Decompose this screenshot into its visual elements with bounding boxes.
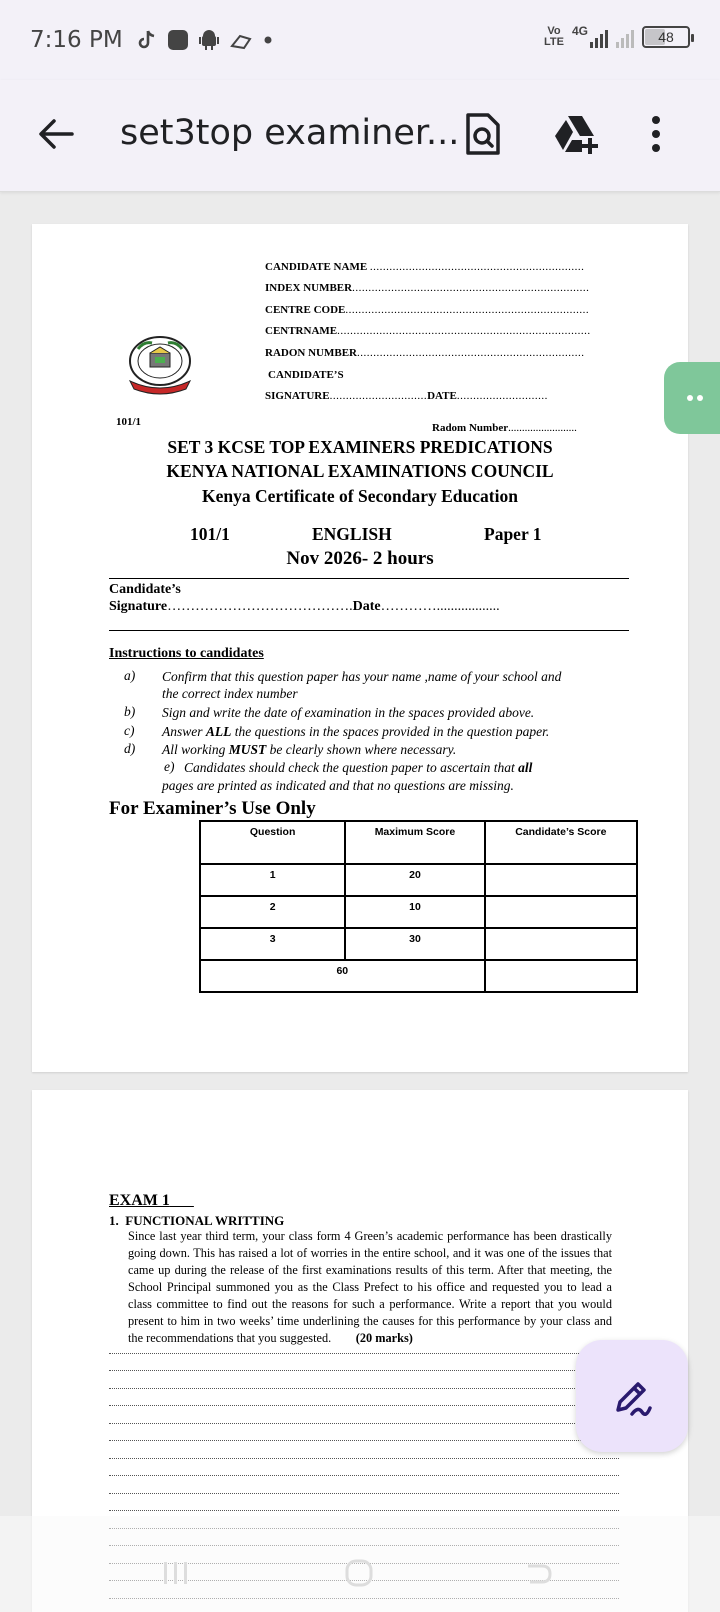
navigation-bar [0, 1516, 720, 1612]
candidate-sig-field: Signature………………………………….Date………….................. [109, 599, 500, 614]
instruction-d: All working MUST be clearly shown where necessary. [162, 742, 457, 757]
centrname-field: CENTRNAME.............................................................................. [265, 325, 591, 337]
status-bar [0, 0, 720, 80]
candidates-label: CANDIDATE’S [268, 369, 344, 381]
more-horiz-icon [684, 362, 714, 434]
network-type: 4G [571, 24, 588, 38]
score-table [199, 820, 638, 993]
heading-kcse: Kenya Certificate of Secondary Education [202, 486, 518, 506]
heading-subject: ENGLISH [312, 524, 392, 544]
knec-crest-logo [124, 335, 196, 397]
side-panel-handle[interactable] [664, 362, 720, 434]
heading-time: Nov 2026- 2 hours [286, 548, 434, 569]
table-row: 2 10 [200, 896, 637, 928]
status-right [544, 26, 690, 48]
signature-date-field: SIGNATURE..............................DATE............................ [265, 390, 548, 402]
edit-pen-icon [610, 1374, 654, 1418]
instruction-label: c) [124, 723, 135, 738]
question-title: 1. FUNCTIONAL WRITTING [109, 1213, 285, 1228]
app-square-icon [167, 29, 189, 51]
instruction-b: Sign and write the date of examination in the spaces provided above. [162, 705, 535, 720]
divider [109, 630, 629, 631]
dot-icon [263, 35, 273, 45]
index-number-field: INDEX NUMBER......................................................................... [265, 282, 590, 294]
instruction-e-cont: pages are printed as indicated and that no questions are missing. [162, 778, 514, 793]
edit-button[interactable] [576, 1340, 688, 1452]
table-header: Maximum Score [345, 821, 484, 864]
centre-code-field: CENTRE CODE........................................................................... [265, 304, 590, 316]
heading-paper: Paper 1 [484, 524, 542, 544]
app-bar [0, 80, 720, 192]
heading-set3: SET 3 KCSE TOP EXAMINERS PREDICATIONS [167, 437, 553, 457]
table-total-row [200, 960, 637, 992]
instruction-a-cont: the correct index number [162, 686, 298, 701]
instructions-title: Instructions to candidates [109, 646, 264, 661]
signal-icon [572, 26, 634, 48]
instruction-a: Confirm that this question paper has your name ,name of your school and [162, 669, 562, 684]
drive-add-icon[interactable] [552, 112, 600, 156]
back-arrow-icon[interactable] [36, 114, 76, 154]
heading-knec: KENYA NATIONAL EXAMINATIONS COUNCIL [166, 461, 554, 481]
paper-code-label: 101/1 [116, 416, 142, 428]
document-search-icon[interactable] [460, 112, 504, 156]
table-row: 1 20 [200, 864, 637, 896]
battery-level: 48 [658, 29, 674, 45]
more-vert-icon[interactable] [634, 112, 678, 156]
candidate-name-field: CANDIDATE NAME .................................................................. [265, 261, 585, 273]
exam-heading: EXAM 1 [109, 1192, 170, 1209]
home-icon[interactable] [344, 1558, 374, 1588]
instruction-e: Candidates should check the question paper to ascertain that all [184, 760, 533, 775]
battery-icon [642, 26, 690, 48]
android-icon [199, 29, 219, 51]
candidate-sig-label: Candidate’s [109, 582, 181, 597]
total-score: 60 [200, 960, 485, 992]
table-header: Candidate’s Score [485, 821, 637, 864]
heading-code: 101/1 [190, 524, 230, 544]
cast-icon [229, 29, 253, 51]
document-page-1[interactable] [32, 224, 688, 1072]
examiner-use-title: For Examiner’s Use Only [109, 798, 316, 819]
recents-icon[interactable] [162, 1560, 192, 1586]
radom-number-field: Radom Number......................... [432, 422, 577, 434]
network-label: Vo LTE [544, 25, 564, 48]
document-title: set3top examiner... [120, 113, 460, 153]
question-body: Since last year third term, your class form 4 Green’s academic performance has been drastically going down. This has raised a lot of worries in the entire school, and it was one of the issues that came up during the release of the first examinations results of this term. After that meeting, the School Principal summoned you as the Class Prefect to his office and requested you to lead a class committee to find out the reasons for such a performance. Write a report that you would present to him in two weeks’ time underlining the causes for this performance by your class and the recommendations that you suggested. (20 marks) [128, 1229, 612, 1345]
instruction-label: d) [124, 741, 136, 756]
table-header: Question [200, 821, 345, 864]
divider [109, 578, 629, 579]
notification-icons [137, 29, 273, 51]
instruction-label: e) [164, 759, 175, 774]
instruction-label: b) [124, 704, 136, 719]
status-time: 7:16 PM [30, 27, 123, 53]
tiktok-icon [137, 29, 157, 51]
back-nav-icon[interactable] [524, 1560, 554, 1586]
instruction-c: Answer ALL the questions in the spaces provided in the question paper. [162, 724, 550, 739]
radon-number-field: RADON NUMBER...................................................................... [265, 347, 585, 359]
question-marks: (20 marks) [355, 1331, 413, 1345]
table-row: 3 30 [200, 928, 637, 960]
instruction-label: a) [124, 668, 136, 683]
